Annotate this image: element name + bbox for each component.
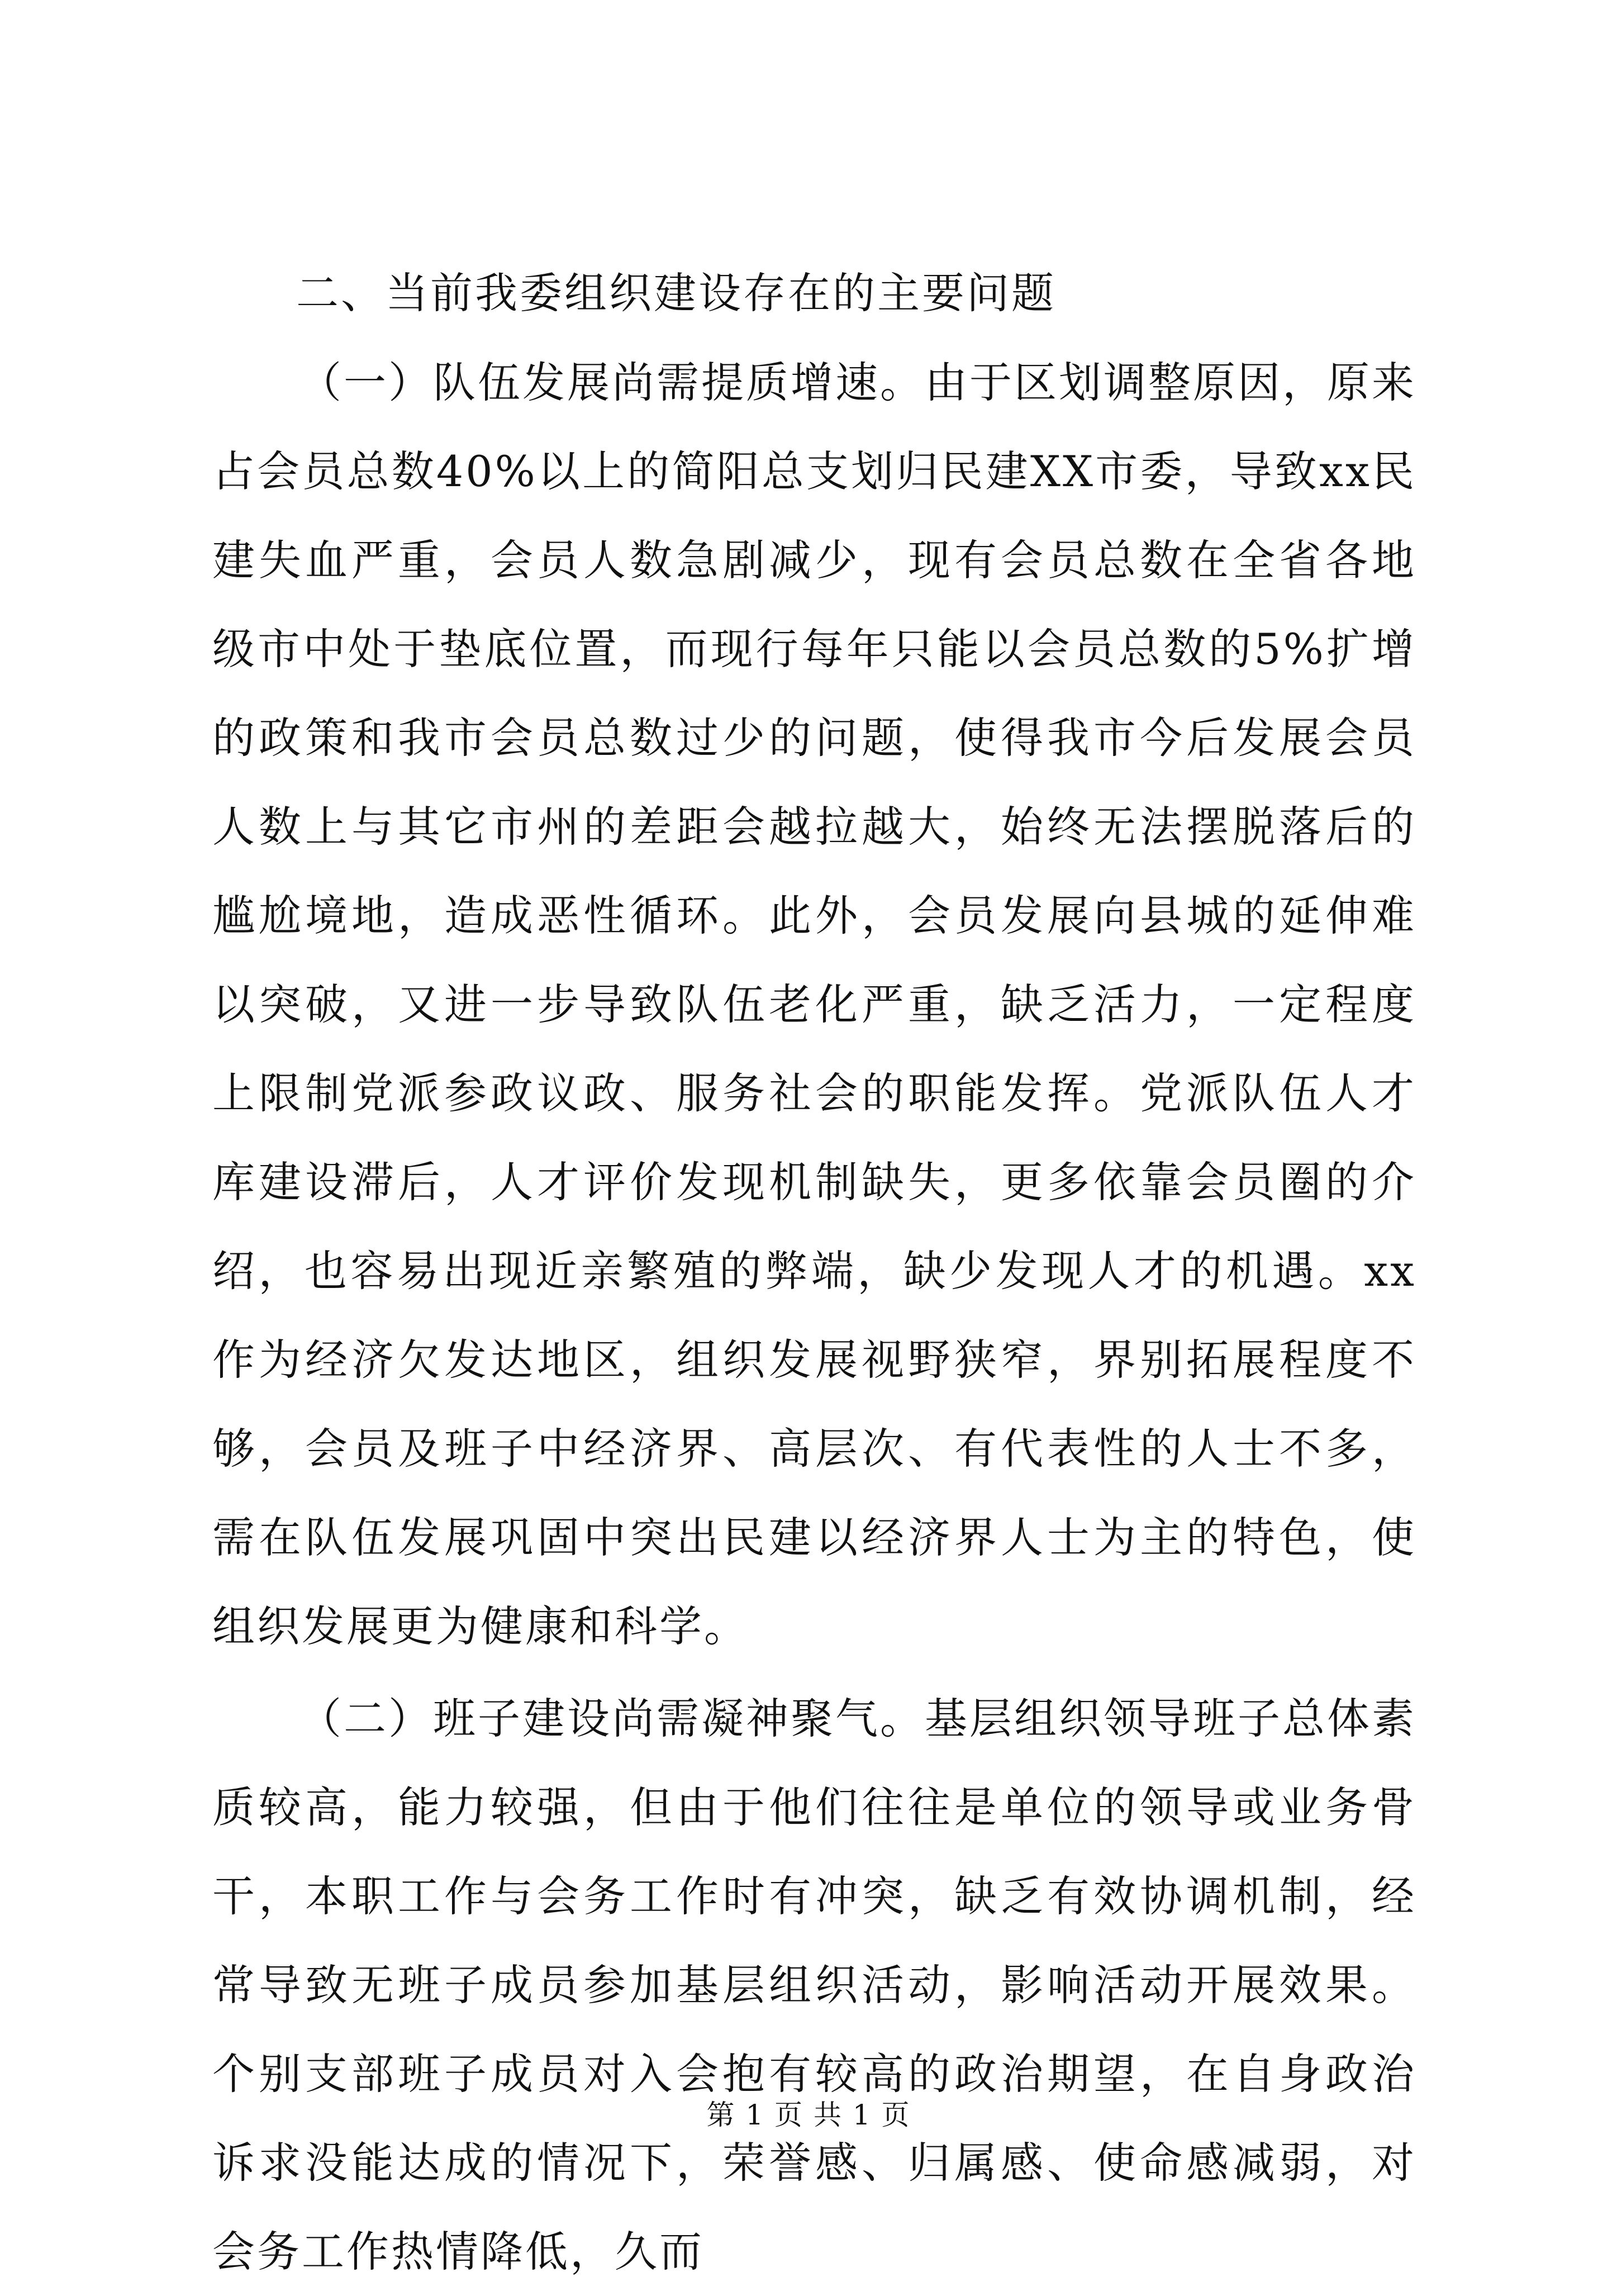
section-heading: 二、当前我委组织建设存在的主要问题 <box>296 268 1056 318</box>
page-footer: 第 1 页 共 1 页 <box>706 2099 911 2131</box>
paragraph-team-development: （一）队伍发展尚需提质增速。由于区划调整原因，原来占会员总数40%以上的简阳总支划归民建XX市委，导致xx民建失血严重，会员人数急剧减少，现有会员总数在全省各地级市中处于垫底位置，而现行每年只能以会员总数的5%扩增的政策和我市会员总数过少的问题，使得我市今后发展会员人数上与其它市州的差距会越拉越大，始终无法摆脱落后的尴尬境地，造成恶性循环。此外，会员发展向县城的延伸难以突破，又进一步导致队伍老化严重，缺乏活力，一定程度上限制党派参政议政、服务社会的职能发挥。党派队伍人才库建设滞后，人才评价发现机制缺失，更多依靠会员圈的介绍，也容易出现近亲繁殖的弊端，缺少发现人才的机遇。xx作为经济欠发达地区，组织发展视野狭窄，界别拓展程度不够，会员及班子中经济界、高层次、有代表性的人士不多，需在队伍发展巩固中突出民建以经济界人士为主的特色，使组织发展更为健康和科学。 <box>212 358 1416 1651</box>
paragraph-leadership-building: （二）班子建设尚需凝神聚气。基层组织领导班子总体素质较高，能力较强，但由于他们往往是单位的领导或业务骨干，本职工作与会务工作时有冲突，缺乏有效协调机制，经常导致无班子成员参加基层组织活动，影响活动开展效果。个别支部班子成员对入会抱有较高的政治期望，在自身政治诉求没能达成的情况下，荣誉感、归属感、使命感减弱，对会务工作热情降低，久而 <box>212 1694 1416 2276</box>
document-body <box>212 249 1416 2296</box>
